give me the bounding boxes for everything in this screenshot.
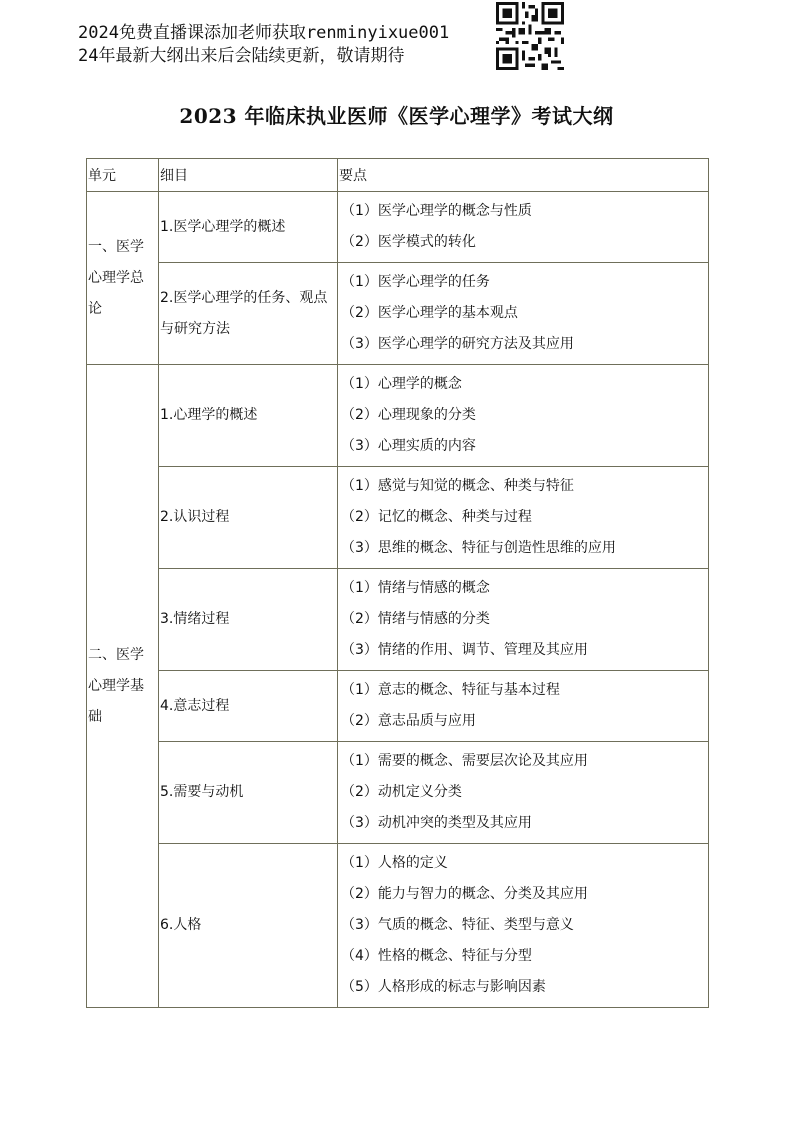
table-row xyxy=(87,192,709,263)
point-text: （1）人格的定义 xyxy=(341,855,448,871)
point-text: （3）动机冲突的类型及其应用 xyxy=(341,815,532,831)
point-text: （2）情绪与情感的分类 xyxy=(341,611,490,627)
item-cell: 1.心理学的概述 xyxy=(159,365,338,467)
document-title: 2023 年临床执业医师《医学心理学》考试大纲 xyxy=(179,104,614,128)
point-text: （3）情绪的作用、调节、管理及其应用 xyxy=(341,642,588,658)
unit-cell: 一、医学心理学总论 xyxy=(87,192,159,365)
point-text: （1）情绪与情感的概念 xyxy=(341,580,490,596)
point-text: （3）医学心理学的研究方法及其应用 xyxy=(341,336,574,352)
item-cell: 6.人格 xyxy=(159,844,338,1008)
table-row xyxy=(87,671,709,742)
points-cell xyxy=(338,365,709,467)
point-text: （1）心理学的概念 xyxy=(341,376,462,392)
point-text: （2）记忆的概念、种类与过程 xyxy=(341,509,532,525)
column-header-unit: 单元 xyxy=(87,159,159,192)
points-cell xyxy=(338,844,709,1008)
point-text: （2）动机定义分类 xyxy=(341,784,462,800)
table-row xyxy=(87,742,709,844)
point-text: （2）能力与智力的概念、分类及其应用 xyxy=(341,886,588,902)
point-text: （2）医学模式的转化 xyxy=(341,234,476,250)
column-header-points: 要点 xyxy=(338,159,709,192)
point-text: （1）医学心理学的任务 xyxy=(341,274,490,290)
point-text: （1）医学心理学的概念与性质 xyxy=(341,203,532,219)
table-row xyxy=(87,263,709,365)
point-text: （2）意志品质与应用 xyxy=(341,713,476,729)
item-cell: 5.需要与动机 xyxy=(159,742,338,844)
promo-banner xyxy=(78,22,449,68)
promo-line-2: 24年最新大纲出来后会陆续更新，敬请期待 xyxy=(78,46,405,66)
table-row xyxy=(87,569,709,671)
table-row xyxy=(87,467,709,569)
points-cell xyxy=(338,263,709,365)
unit-cell: 二、医学心理学基础 xyxy=(87,365,159,1008)
points-cell xyxy=(338,467,709,569)
points-cell xyxy=(338,742,709,844)
qr-code-icon xyxy=(496,2,564,70)
points-cell xyxy=(338,569,709,671)
item-cell: 1.医学心理学的概述 xyxy=(159,192,338,263)
point-text: （1）意志的概念、特征与基本过程 xyxy=(341,682,560,698)
item-cell: 4.意志过程 xyxy=(159,671,338,742)
item-cell: 2.认识过程 xyxy=(159,467,338,569)
point-text: （2）心理现象的分类 xyxy=(341,407,476,423)
point-text: （3）气质的概念、特征、类型与意义 xyxy=(341,917,574,933)
points-cell xyxy=(338,192,709,263)
table-header-row xyxy=(87,159,709,192)
promo-line-1: 2024免费直播课添加老师获取renminyixue001 xyxy=(78,23,450,43)
point-text: （5）人格形成的标志与影响因素 xyxy=(341,979,546,995)
syllabus-table xyxy=(86,158,709,1008)
point-text: （2）医学心理学的基本观点 xyxy=(341,305,518,321)
item-cell: 2.医学心理学的任务、观点与研究方法 xyxy=(159,263,338,365)
point-text: （1）需要的概念、需要层次论及其应用 xyxy=(341,753,588,769)
points-cell xyxy=(338,671,709,742)
item-cell: 3.情绪过程 xyxy=(159,569,338,671)
column-header-item: 细目 xyxy=(159,159,338,192)
point-text: （3）思维的概念、特征与创造性思维的应用 xyxy=(341,540,616,556)
point-text: （1）感觉与知觉的概念、种类与特征 xyxy=(341,478,574,494)
point-text: （3）心理实质的内容 xyxy=(341,438,476,454)
point-text: （4）性格的概念、特征与分型 xyxy=(341,948,532,964)
table-row xyxy=(87,365,709,467)
table-row xyxy=(87,844,709,1008)
